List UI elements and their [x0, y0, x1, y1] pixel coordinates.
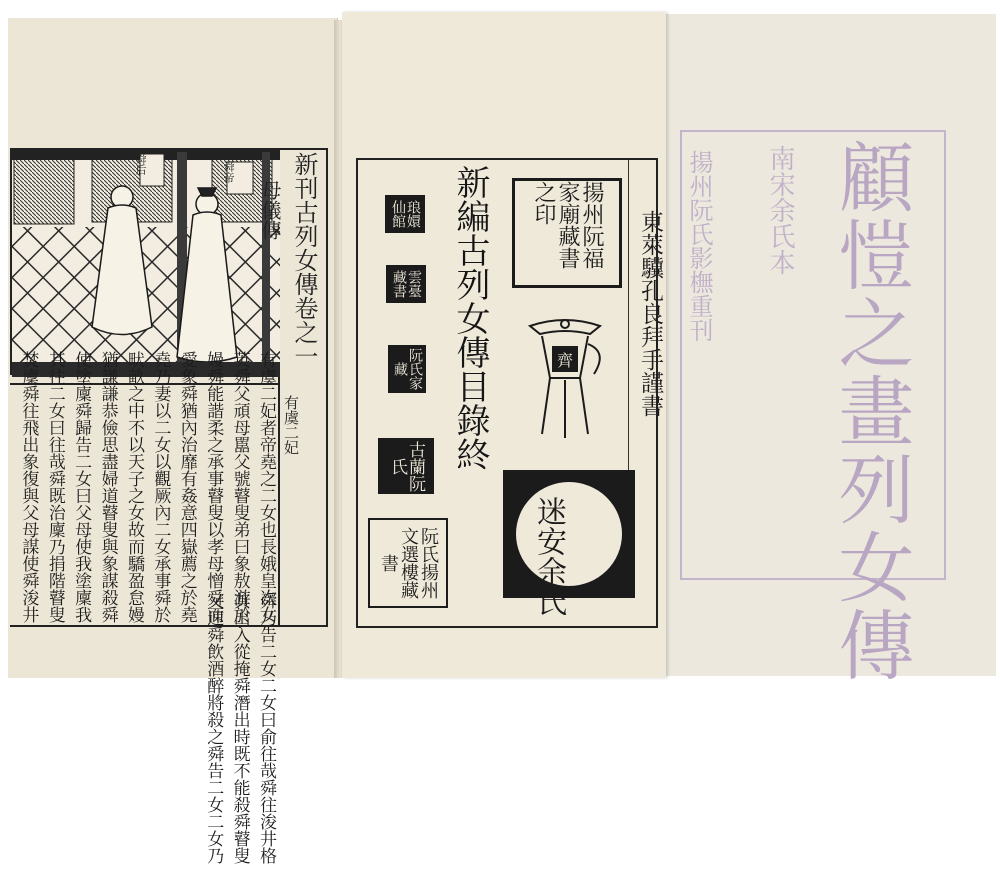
text-column: 英舜父頑母嚚父號瞽叟弟曰象敖游於: [229, 351, 250, 623]
text-column: 畎畝之中不以天子之女故而驕盈怠嫚: [123, 351, 144, 623]
chapter-title: 新刊古列女傳卷之一: [290, 152, 318, 368]
text-column: 焚廩舜往飛出象復與父母謀使舜浚井: [18, 351, 39, 623]
bronze-vessel-emblem: [520, 316, 610, 456]
author-line: 東萊驥孔良拜手謹書: [637, 210, 663, 417]
collector-seal-bottom: 阮氏揚州文選樓藏書: [368, 518, 448, 608]
chapter-subtitle: 母儀傳: [258, 180, 282, 240]
left-page-border-bottom: [10, 625, 328, 627]
text-column: 嫚舜能諧柔之承事瞽叟以孝母憎舜而: [203, 351, 224, 623]
cover-subtitle-2: 揚州阮氏影橅重刊: [685, 150, 713, 342]
text-column: 愛象舜猶內治靡有姦意四嶽薦之於堯: [176, 351, 197, 623]
collector-seal-small-2: 雲臺藏書: [386, 265, 426, 303]
right-page-column-rule: [628, 160, 629, 470]
text-column: 舜乃告二女二女曰俞往哉舜往浚井格: [256, 592, 276, 864]
collector-seal-large: 揚州阮福家廟藏書之印: [512, 178, 622, 288]
text-column: 堯乃妻以二女以觀厥內二女承事舜於: [150, 351, 171, 623]
svg-text:齊: 齊: [556, 351, 574, 370]
text-column: 猶謙謙恭儉思盡婦道瞽叟與象謀殺舜: [97, 351, 118, 623]
story-text: [12, 351, 276, 864]
woodblock-illustration: [10, 150, 278, 375]
catalogue-title: 新編古列女傳目錄終: [450, 165, 490, 471]
cover-subtitle-1: 南宋余氏本: [765, 145, 795, 275]
text-column: 其往二女曰往哉舜既治廩乃捐階瞽叟: [44, 351, 65, 623]
collector-seal-small-1: 琅嬛仙館: [385, 195, 425, 233]
collector-seal-small-3: 阮氏家藏: [388, 345, 426, 393]
text-column: 其出入從掩舜潛出時既不能殺舜瞽叟: [229, 592, 250, 864]
cover-title: 顧愷之畫列女傳: [826, 138, 915, 684]
illustration-label-left: 舜后: [134, 153, 147, 175]
left-page-border-right: [326, 148, 328, 627]
collector-seal-round-text: 迷安余氏: [531, 496, 566, 616]
illustration-label-right: 舜帝: [222, 161, 235, 183]
text-column: 有虞二妃者帝堯之二女也長娥皇次女: [256, 351, 276, 623]
text-column: 使塗廩舜歸告二女曰父母使我塗廩我: [71, 351, 92, 623]
text-column: 又速舜飲酒醉將殺之舜告二女二女乃: [203, 592, 224, 864]
story-label: 有虞二妃: [282, 395, 300, 455]
collector-seal-small-4: 古蘭阮氏: [378, 438, 434, 494]
